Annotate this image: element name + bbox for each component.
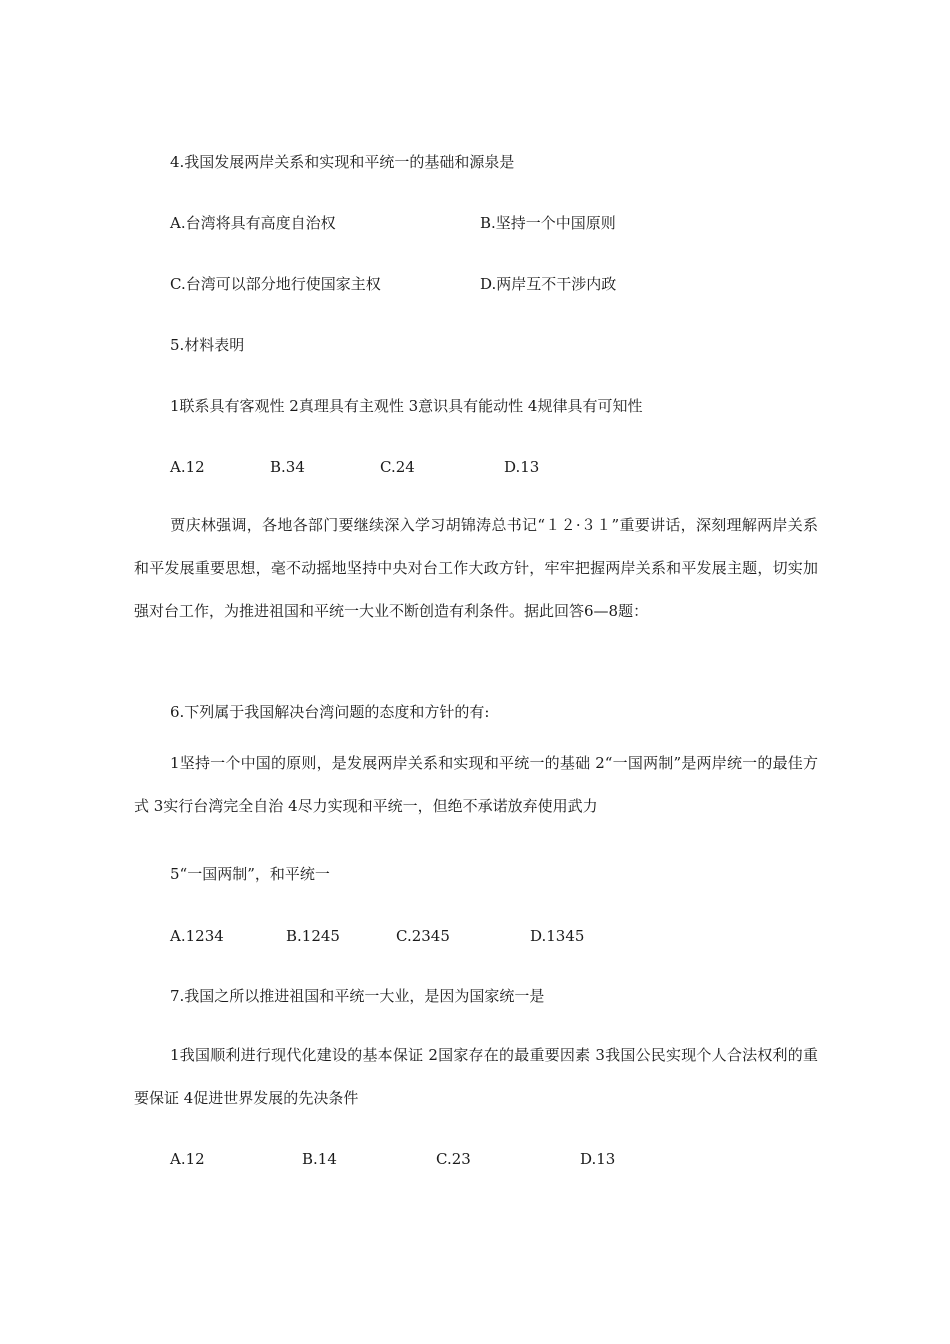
question-6-option-d: D.1345 xyxy=(530,927,585,945)
question-6-statements: 1坚持一个中国的原则，是发展两岸关系和实现和平统一的基础 2“一国两制”是两岸统一的最佳方式 3实行台湾完全自治 4尽力实现和平统一，但绝不承诺放弃使用武力 xyxy=(134,754,818,815)
question-4-option-a: A.台湾将具有高度自治权 xyxy=(170,214,336,232)
question-5-option-a: A.12 xyxy=(170,458,205,476)
question-6-statements-paragraph xyxy=(134,742,818,828)
question-5-stem: 5.材料表明 xyxy=(170,336,245,354)
question-6-stem: 6.下列属于我国解决台湾问题的态度和方针的有: xyxy=(170,703,490,721)
question-7-option-c: C.23 xyxy=(436,1150,471,1168)
question-4-option-d: D.两岸互不干涉内政 xyxy=(480,275,617,293)
question-5-option-b: B.34 xyxy=(270,458,305,476)
question-5-option-d: D.13 xyxy=(504,458,540,476)
question-4-option-b: B.坚持一个中国原则 xyxy=(480,214,616,232)
question-7-statements: 1我国顺利进行现代化建设的基本保证 2国家存在的最重要因素 3我国公民实现个人合法权利的重要保证 4促进世界发展的先决条件 xyxy=(134,1046,818,1107)
question-5-statements: 1联系具有客观性 2真理具有主观性 3意识具有能动性 4规律具有可知性 xyxy=(170,397,643,415)
question-5-option-c: C.24 xyxy=(380,458,415,476)
question-6-statement-5: 5“一国两制”，和平统一 xyxy=(170,865,330,883)
material-text: 贾庆林强调，各地各部门要继续深入学习胡锦涛总书记“１２·３１”重要讲话，深刻理解两岸关系和平发展重要思想，毫不动摇地坚持中央对台工作大政方针，牢牢把握两岸关系和平发展主题，切实加强对台工作，为推进祖国和平统一大业不断创造有利条件。据此回答6—8题： xyxy=(134,516,818,620)
question-7-option-a: A.12 xyxy=(170,1150,205,1168)
question-7-option-b: B.14 xyxy=(302,1150,337,1168)
question-7-option-d: D.13 xyxy=(580,1150,616,1168)
question-7-stem: 7.我国之所以推进祖国和平统一大业，是因为国家统一是 xyxy=(170,987,545,1005)
question-7-statements-paragraph xyxy=(134,1034,818,1120)
question-4-option-c: C.台湾可以部分地行使国家主权 xyxy=(170,275,381,293)
question-6-option-c: C.2345 xyxy=(396,927,450,945)
question-6-option-a: A.1234 xyxy=(170,927,224,945)
material-paragraph xyxy=(134,504,818,633)
question-6-option-b: B.1245 xyxy=(286,927,340,945)
question-4-stem: 4.我国发展两岸关系和实现和平统一的基础和源泉是 xyxy=(170,153,515,171)
